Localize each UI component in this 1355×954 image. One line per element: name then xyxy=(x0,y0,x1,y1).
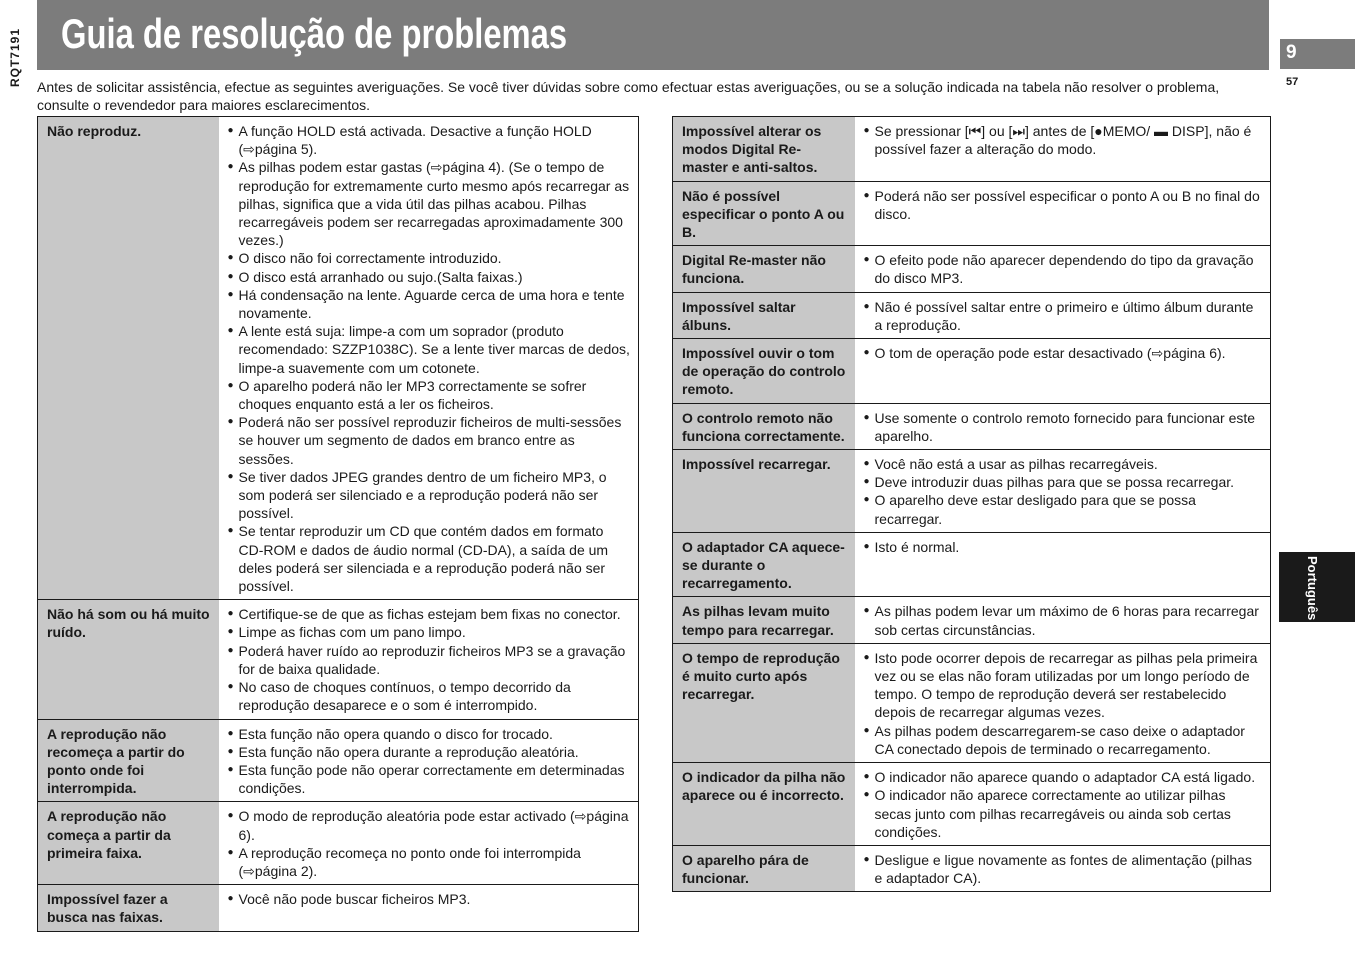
problem-cell: Impossível fazer a busca nas faixas. xyxy=(38,885,219,931)
solution-cell xyxy=(855,292,1271,338)
solution-item: ● O aparelho deve estar desligado para que se possa recarregar. xyxy=(864,491,1263,527)
problem-cell: A reprodução não começa a partir da primeira faixa. xyxy=(38,802,219,885)
solution-item: ● As pilhas podem estar gastas (⇨página 4). (Se o tempo de reprodução for extremamente curto mesmo após recarregar as pilhas, significa que a vida útil das pilhas acabou. Pilhas recarregáveis podem ser recarregadas aproximadamente 300 vezes.) xyxy=(228,158,631,249)
solution-item: ● O disco está arranhado ou sujo.(Salta faixas.) xyxy=(228,268,631,286)
problem-cell: Não reproduz. xyxy=(38,117,219,600)
document-id: RQT7191 xyxy=(8,28,22,88)
solution-cell xyxy=(855,597,1271,643)
table-row xyxy=(673,597,1271,643)
solution-item: ● Poderá não ser possível especificar o ponto A ou B no final do disco. xyxy=(864,187,1263,223)
problem-cell: Impossível saltar álbuns. xyxy=(673,292,855,338)
solution-item: ● Você não está a usar as pilhas recarregáveis. xyxy=(864,455,1263,473)
solution-item: ● Não é possível saltar entre o primeiro e último álbum durante a reprodução. xyxy=(864,298,1263,334)
table-row xyxy=(38,885,639,931)
solution-item: ● O disco não foi correctamente introduzido. xyxy=(228,249,631,267)
problem-cell: O aparelho pára de funcionar. xyxy=(673,845,855,891)
problem-cell: Não é possível especificar o ponto A ou B. xyxy=(673,181,855,246)
language-label: Português xyxy=(1305,556,1320,621)
solution-item: ● No caso de choques contínuos, o tempo decorrido da reprodução desaparece e o som é interrompido. xyxy=(228,678,631,714)
solution-item: ● Deve introduzir duas pilhas para que se possa recarregar. xyxy=(864,473,1263,491)
solution-item: ● As pilhas podem levar um máximo de 6 horas para recarregar sob certas circunstâncias. xyxy=(864,602,1263,638)
title-bar xyxy=(37,0,1269,70)
solution-item: ● Se tiver dados JPEG grandes dentro de um ficheiro MP3, o som poderá ser silenciado e a reprodução poderá não ser possível. xyxy=(228,468,631,523)
table-row xyxy=(38,600,639,719)
solution-cell xyxy=(219,117,639,600)
solution-item: ● O aparelho poderá não ler MP3 correctamente se sofrer choques enquanto está a ler os ficheiros. xyxy=(228,377,631,413)
language-tab xyxy=(1279,552,1355,622)
solution-item: ● Você não pode buscar ficheiros MP3. xyxy=(228,890,631,908)
solution-item: ● A função HOLD está activada. Desactive a função HOLD (⇨página 5). xyxy=(228,122,631,158)
solution-item: ● O indicador não aparece quando o adaptador CA está ligado. xyxy=(864,768,1263,786)
solution-cell xyxy=(855,181,1271,246)
table-row xyxy=(673,845,1271,891)
solution-item: ● A lente está suja: limpe-a com um soprador (produto recomendado: SZZP1038C). Se a lente tiver marcas de dedos, limpe-a suavemente com um cotonete. xyxy=(228,322,631,377)
solution-cell xyxy=(855,643,1271,762)
problem-cell: Impossível alterar os modos Digital Re-master e anti-saltos. xyxy=(673,117,855,182)
solution-cell xyxy=(219,719,639,802)
solution-item: ● Desligue e ligue novamente as fontes de alimentação (pilhas e adaptador CA). xyxy=(864,851,1263,887)
problem-cell: O adaptador CA aquece-se durante o recarregamento. xyxy=(673,532,855,597)
table-row xyxy=(673,532,1271,597)
intro-text: Antes de solicitar assistência, efectue as seguintes averiguações. Se você tiver dúvidas sobre como efectuar estas averiguações, ou se a solução indicada na tabela não resolver o problema, consulte o revendedor para maiores esclarecimentos. xyxy=(37,79,1220,113)
table-row xyxy=(673,181,1271,246)
solution-cell xyxy=(855,763,1271,846)
solution-cell xyxy=(855,246,1271,292)
solution-item: ● Esta função pode não operar correctamente em determinadas condições. xyxy=(228,761,631,797)
solution-cell xyxy=(855,450,1271,533)
table-row xyxy=(673,643,1271,762)
solution-item: ● Se pressionar [⏮] ou [⏭] antes de [●MEMO/ ▬ DISP], não é possível fazer a alteração do modo. xyxy=(864,122,1263,158)
problem-cell: As pilhas levam muito tempo para recarregar. xyxy=(673,597,855,643)
solution-item: ● Poderá haver ruído ao reproduzir ficheiros MP3 se a gravação for de baixa qualidade. xyxy=(228,642,631,678)
solution-item: ● Limpe as fichas com um pano limpo. xyxy=(228,623,631,641)
table-row xyxy=(673,117,1271,182)
table-row xyxy=(673,246,1271,292)
solution-cell xyxy=(219,802,639,885)
solution-item: ● O efeito pode não aparecer dependendo do tipo da gravação do disco MP3. xyxy=(864,251,1263,287)
solution-item: ● Use somente o controlo remoto fornecido para funcionar este aparelho. xyxy=(864,409,1263,445)
solution-item: ● O tom de operação pode estar desactivado (⇨página 6). xyxy=(864,344,1263,362)
solution-item: ● Poderá não ser possível reproduzir ficheiros de multi-sessões se houver um segmento de dados em branco entre as sessões. xyxy=(228,413,631,468)
solution-cell xyxy=(855,339,1271,404)
page-number: 9 xyxy=(1286,42,1297,63)
troubleshooting-table-right xyxy=(672,116,1271,892)
table-row xyxy=(38,117,639,600)
table-row xyxy=(673,450,1271,533)
table-row xyxy=(673,763,1271,846)
solution-item: ● As pilhas podem descarregarem-se caso deixe o adaptador CA conectado depois de terminado o recarregamento. xyxy=(864,722,1263,758)
problem-cell: A reprodução não recomeça a partir do ponto onde foi interrompida. xyxy=(38,719,219,802)
page-number-box xyxy=(1280,39,1355,69)
problem-cell: O tempo de reprodução é muito curto após recarregar. xyxy=(673,643,855,762)
problem-cell: Impossível recarregar. xyxy=(673,450,855,533)
solution-item: ● Certifique-se de que as fichas estejam bem fixas no conector. xyxy=(228,605,631,623)
solution-cell xyxy=(855,532,1271,597)
solution-cell xyxy=(855,845,1271,891)
problem-cell: Impossível ouvir o tom de operação do controlo remoto. xyxy=(673,339,855,404)
solution-item: ● Esta função não opera durante a reprodução aleatória. xyxy=(228,743,631,761)
problem-cell: Digital Re-master não funciona. xyxy=(673,246,855,292)
troubleshooting-table-left xyxy=(37,116,639,932)
table-row xyxy=(673,403,1271,449)
solution-item: ● Há condensação na lente. Aguarde cerca de uma hora e tente novamente. xyxy=(228,286,631,322)
solution-item: ● Isto pode ocorrer depois de recarregar as pilhas pela primeira vez ou se elas não foram utilizadas por um longo período de tempo. O tempo de reprodução deverá ser restabelecido depois de recarregar algumas vezes. xyxy=(864,649,1263,722)
solution-item: ● O indicador não aparece correctamente ao utilizar pilhas secas junto com pilhas recarregáveis ou ainda sob certas condições. xyxy=(864,786,1263,841)
solution-cell xyxy=(219,885,639,931)
solution-cell xyxy=(219,600,639,719)
solution-item: ● A reprodução recomeça no ponto onde foi interrompida (⇨página 2). xyxy=(228,844,631,880)
problem-cell: O controlo remoto não funciona correctamente. xyxy=(673,403,855,449)
solution-item: ● Se tentar reproduzir um CD que contém dados em formato CD-ROM e dados de áudio normal (CD-DA), a saída de um deles poderá ser silenciada e a reprodução poderá não ser possível. xyxy=(228,522,631,595)
solution-item: ● Esta função não opera quando o disco for trocado. xyxy=(228,725,631,743)
page-sub-number: 57 xyxy=(1286,76,1299,88)
solution-cell xyxy=(855,117,1271,182)
table-row xyxy=(673,292,1271,338)
table-row xyxy=(38,719,639,802)
table-row xyxy=(673,339,1271,404)
table-row xyxy=(38,802,639,885)
page-title: Guia de resolução de problemas xyxy=(61,10,568,57)
problem-cell: O indicador da pilha não aparece ou é incorrecto. xyxy=(673,763,855,846)
solution-item: ● O modo de reprodução aleatória pode estar activado (⇨página 6). xyxy=(228,807,631,843)
solution-cell xyxy=(855,403,1271,449)
problem-cell: Não há som ou há muito ruído. xyxy=(38,600,219,719)
solution-item: ● Isto é normal. xyxy=(864,538,1263,556)
